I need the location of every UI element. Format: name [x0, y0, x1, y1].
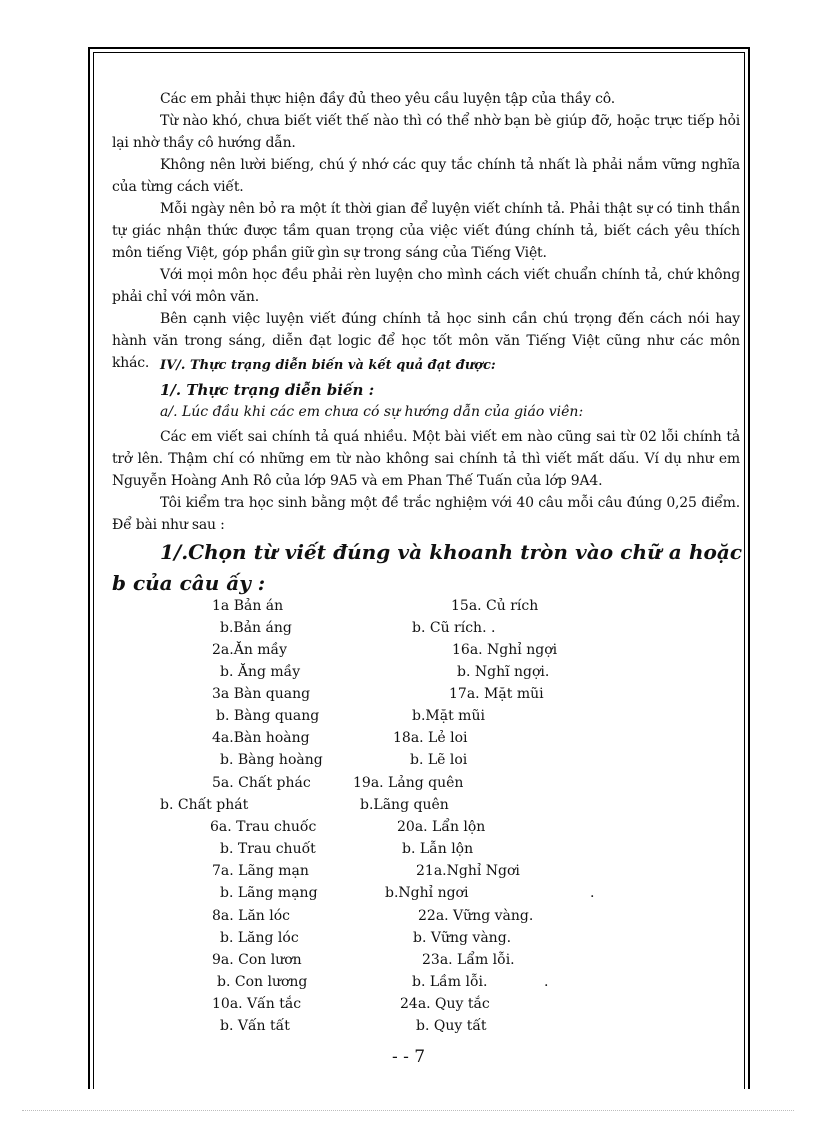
- question-title: 1/.Chọn từ viết đúng và khoanh tròn vào chữ a hoặc b của câu ấy :: [112, 540, 742, 595]
- paragraph: Không nên lười biếng, chú ý nhớ các quy tắc chính tả nhất là phải nắm vững nghĩa của từng cách viết.: [112, 157, 740, 195]
- option-right: 21a.Nghỉ Ngơi: [416, 863, 520, 879]
- option-left: 10a. Vấn tắc: [212, 996, 302, 1012]
- option-right: 23a. Lẩm lỗi.: [422, 952, 515, 968]
- body-section-2: [112, 426, 740, 536]
- option-right: 24a. Quy tắc: [400, 996, 490, 1012]
- option-right: 17a. Mặt mũi: [449, 686, 544, 702]
- option-left: 4a.Bàn hoàng: [212, 730, 310, 746]
- stray-mark: .: [590, 885, 595, 901]
- option-right: b.Nghỉ ngơi: [385, 885, 469, 901]
- paragraph: Với mọi môn học đều phải rèn luyện cho mình cách viết chuẩn chính tả, chứ không phải chỉ với môn văn.: [112, 267, 740, 305]
- paragraph: Tôi kiểm tra học sinh bằng một đề trắc nghiệm với 40 câu mỗi câu đúng 0,25 điểm. Để bài như sau :: [112, 495, 740, 533]
- option-right: b. Quy tất: [416, 1018, 487, 1034]
- paragraph: Bên cạnh việc luyện viết đúng chính tả học sinh cần chú trọng đến cách nói hay hành văn trong sáng, diễn đạt logic để học tốt môn văn Tiếng Việt cũng như các môn khác.: [112, 311, 740, 371]
- paragraph: Các em phải thực hiện đầy đủ theo yêu cầu luyện tập của thầy cô.: [160, 91, 615, 107]
- option-left: b.Bản áng: [220, 620, 292, 636]
- paragraph: Từ nào khó, chưa biết viết thế nào thì có thể nhờ bạn bè giúp đỡ, hoặc trực tiếp hỏi lại nhờ thầy cô hướng dẫn.: [112, 113, 740, 151]
- body-section-1: [112, 88, 740, 374]
- option-left: b. Vấn tất: [220, 1018, 290, 1034]
- option-right: b. Vững vàng.: [413, 930, 512, 946]
- option-right: 15a. Củ rích: [451, 598, 539, 614]
- option-right: 19a. Lảng quên: [353, 775, 464, 791]
- paragraph: Các em viết sai chính tả quá nhiều. Một bài viết em nào cũng sai từ 02 lỗi chính tả trở lên. Thậm chí có những em từ nào không sai chính tả thì viết mất dấu. Ví dụ như em Nguyễn Hoàng Anh Rô của lớp 9A5 và em Phan Thế Tuấn của lớp 9A4.: [112, 429, 740, 489]
- heading-iv: IV/. Thực trạng diễn biến và kết quả đạt được:: [160, 358, 496, 373]
- option-left: b. Bàng hoàng: [220, 752, 323, 768]
- option-left: 1a Bản án: [212, 598, 284, 614]
- page-number: - - 7: [392, 1047, 426, 1067]
- option-left: b. Lãng mạng: [220, 885, 318, 901]
- heading-1: 1/. Thực trạng diễn biến :: [160, 381, 375, 399]
- option-left: 9a. Con lươn: [212, 952, 302, 968]
- option-left: b. Lăng lóc: [220, 930, 299, 946]
- option-left: b. Con lương: [217, 974, 308, 990]
- option-right: 22a. Vững vàng.: [418, 908, 534, 924]
- heading-a: a/. Lúc đầu khi các em chưa có sự hướng dẫn của giáo viên:: [160, 404, 584, 420]
- option-right: 18a. Lẻ loi: [393, 730, 468, 746]
- option-left: b. Bàng quang: [216, 708, 320, 724]
- option-left: 5a. Chất phác: [212, 775, 311, 791]
- stray-mark: .: [544, 974, 549, 990]
- option-right: b.Lãng quên: [360, 797, 449, 813]
- option-right: b. Cũ rích. .: [412, 620, 496, 636]
- option-right: b. Nghĩ ngợi.: [457, 664, 550, 680]
- option-left: b. Chất phát: [160, 797, 249, 813]
- option-left: 7a. Lãng mạn: [212, 863, 309, 879]
- paragraph: Mỗi ngày nên bỏ ra một ít thời gian để luyện viết chính tả. Phải thật sự có tinh thần tự giác nhận thức được tầm quan trọng của việc viết đúng chính tả, biết cách yêu thích môn tiếng Việt, góp phần giữ gìn sự trong sáng của Tiếng Việt.: [112, 201, 740, 261]
- option-left: b. Ăng mầy: [220, 664, 301, 680]
- option-left: 3a Bàn quang: [212, 686, 311, 702]
- option-right: b. Lầm lỗi.: [412, 974, 488, 990]
- option-left: 2a.Ăn mầy: [212, 642, 288, 658]
- option-left: 8a. Lăn lóc: [212, 908, 291, 924]
- option-left: b. Trau chuốt: [220, 841, 316, 857]
- option-right: b.Mặt mũi: [412, 708, 485, 724]
- option-right: 20a. Lẩn lộn: [397, 819, 486, 835]
- option-right: 16a. Nghỉ ngợi: [452, 642, 558, 658]
- option-left: 6a. Trau chuốc: [210, 819, 317, 835]
- bottom-dotted-rule: [22, 1110, 794, 1111]
- option-right: b. Lẫn lộn: [402, 841, 474, 857]
- option-right: b. Lẽ loi: [410, 752, 468, 768]
